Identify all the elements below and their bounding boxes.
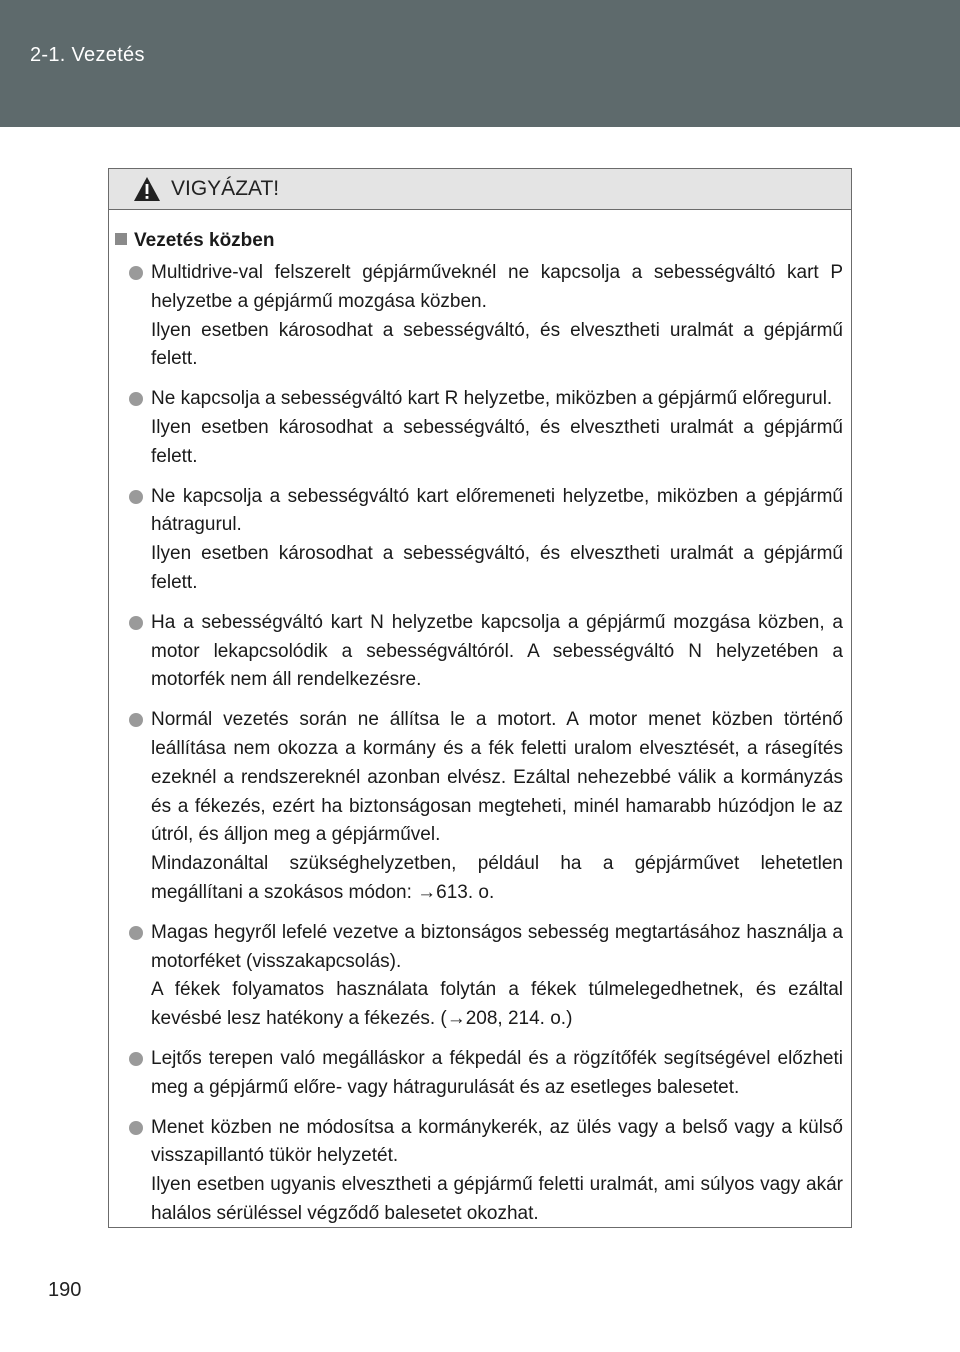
section-heading <box>115 230 274 252</box>
warning-item-text: Ne kapcsolja a sebességváltó kart R helyzetbe, miközben a gépjármű előregurul. <box>151 388 833 410</box>
warning-item-text: Lejtős terepen való megálláskor a fékpedál és a rögzítőfék segítségével előzheti meg a gépjármű előre- vagy hátragurulását és az esetleges balesetet. <box>151 1047 843 1098</box>
warning-item <box>109 483 853 598</box>
round-bullet-icon <box>129 392 143 406</box>
warning-item-text: A fékek folyamatos használata folytán a fékek túlmelegedhetnek, és ezáltal kevésbé lesz hatékony a fékezés. (→208, 214. o.) <box>151 979 843 1030</box>
warning-item-text: Magas hegyről lefelé vezetve a biztonságos sebesség megtartásához használja a motorféket (visszakapcsolás). <box>151 921 843 972</box>
round-bullet-icon <box>129 1121 143 1135</box>
warning-item-text: Ha a sebességváltó kart N helyzetbe kapcsolja a gépjármű mozgása közben, a motor lekapcsolódik a sebességváltóról. A sebességváltó N helyzetében a motorfék nem áll rendelkezésre. <box>151 611 843 691</box>
warning-item <box>109 609 853 695</box>
warning-header <box>109 169 851 210</box>
warning-item <box>109 919 853 1034</box>
warning-item <box>109 1045 853 1103</box>
page-header-bar <box>0 0 960 127</box>
warning-title: VIGYÁZAT! <box>171 177 280 200</box>
warning-item <box>109 706 853 908</box>
warning-item-text: Ne kapcsolja a sebességváltó kart előremeneti helyzetbe, miközben a gépjármű hátragurul. <box>151 485 843 536</box>
warning-item-text: Ilyen esetben károsodhat a sebességváltó, és elvesztheti uralmát a gépjármű felett. <box>151 319 843 370</box>
page-number: 190 <box>48 1279 82 1301</box>
warning-item <box>109 1114 853 1229</box>
warning-item-text: Normál vezetés során ne állítsa le a motort. A motor menet közben történő leállítása nem okozza a kormány és a fék feletti uralom elvesztését, a rásegítés ezeknél a rendszereknél azonban elvész. Ezáltal nehezebbé válik a kormányzás és a fékezés, ezért ha biztonságosan megteheti, minél hamarabb húzódjon le az útról, és álljon meg a gépjárművel. <box>151 709 843 846</box>
warning-item-text: Multidrive-val felszerelt gépjárműveknél ne kapcsolja a sebességváltó kart P helyzetbe a gépjármű mozgása közben. <box>151 262 843 312</box>
round-bullet-icon <box>129 926 143 940</box>
round-bullet-icon <box>129 266 143 280</box>
round-bullet-icon <box>129 616 143 630</box>
warning-item <box>109 385 853 471</box>
warning-item-text: Ilyen esetben károsodhat a sebességváltó, és elvesztheti uralmát a gépjármű felett. <box>151 416 843 467</box>
warning-box <box>108 168 852 1228</box>
warning-item-text: Menet közben ne módosítsa a kormánykerék, az ülés vagy a belső vagy a külső visszapillantó tükör helyzetét. <box>151 1116 843 1167</box>
warning-item <box>109 259 853 374</box>
section-label: 2-1. Vezetés <box>30 44 145 66</box>
warning-item-list <box>109 259 853 1240</box>
section-heading-text: Vezetés közben <box>134 230 275 251</box>
round-bullet-icon <box>129 1052 143 1066</box>
warning-triangle-icon <box>133 176 161 202</box>
warning-item-text: Ilyen esetben ugyanis elvesztheti a gépjármű feletti uralmát, ami súlyos vagy akár halálos sérüléssel végződő balesetet okozhat. <box>151 1174 843 1224</box>
warning-item-text: Mindazonáltal szükséghelyzetben, például ha a gépjárművet lehetetlen megállítani a szokásos módon: →613. o. <box>151 853 843 903</box>
warning-item-text: Ilyen esetben károsodhat a sebességváltó, és elvesztheti uralmát a gépjármű felett. <box>151 543 843 593</box>
square-bullet-icon <box>115 233 127 245</box>
round-bullet-icon <box>129 713 143 727</box>
round-bullet-icon <box>129 490 143 504</box>
